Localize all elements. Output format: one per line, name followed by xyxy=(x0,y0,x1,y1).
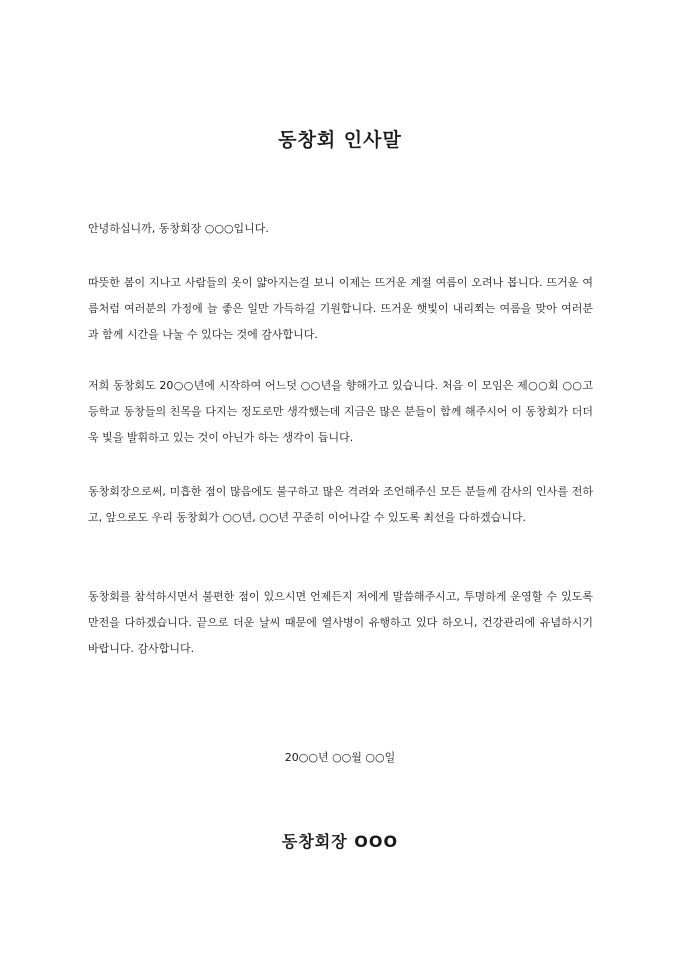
paragraph-2: 저희 동창회도 20○○년에 시작하여 어느덧 ○○년을 향해가고 있습니다. 처음 이 모임은 제○○회 ○○고등학교 동창들의 친목을 다지는 정도로만 생각했는데 지금은 많은 분들이 함께 해주시어 이 동창회가 더더욱 빛을 발휘하고 있는 것이 아닌가 하는 생각이 듭니다. xyxy=(88,379,593,444)
paragraph-3: 동창회장으로써, 미흡한 점이 많음에도 불구하고 많은 격려와 조언해주신 모든 분들께 감사의 인사를 전하고, 앞으로도 우리 동창회가 ○○년, ○○년 꾸준히 이어나갈 수 있도록 최선을 다하겠습니다. xyxy=(88,485,593,524)
greeting-text: 안녕하십니까, 동창회장 ○○○입니다. xyxy=(88,222,269,235)
signature: 동창회장 OOO xyxy=(281,832,399,851)
document-date: 20○○년 ○○월 ○○일 xyxy=(284,751,396,764)
document-title: 동창회 인사말 xyxy=(278,129,402,151)
paragraph-1: 따뜻한 봄이 지나고 사람들의 옷이 얇아지는걸 보니 이제는 뜨거운 계절 여름이 오려나 봅니다. 뜨거운 여름처럼 여러분의 가정에 늘 좋은 일만 가득하길 기원합니다. 뜨거운 햇빛이 내리쬐는 여름을 맞아 여러분과 함께 시간을 나눌 수 있다는 것에 감사합니다. xyxy=(88,276,593,341)
paragraph-4: 동창회를 참석하시면서 불편한 점이 있으시면 언제든지 저에게 말씀해주시고, 투명하게 운영할 수 있도록 만전을 다하겠습니다. 끝으로 더운 날씨 때문에 열사병이 유행하고 있다 하오니, 건강관리에 유념하시기 바랍니다. 감사합니다. xyxy=(88,590,593,655)
